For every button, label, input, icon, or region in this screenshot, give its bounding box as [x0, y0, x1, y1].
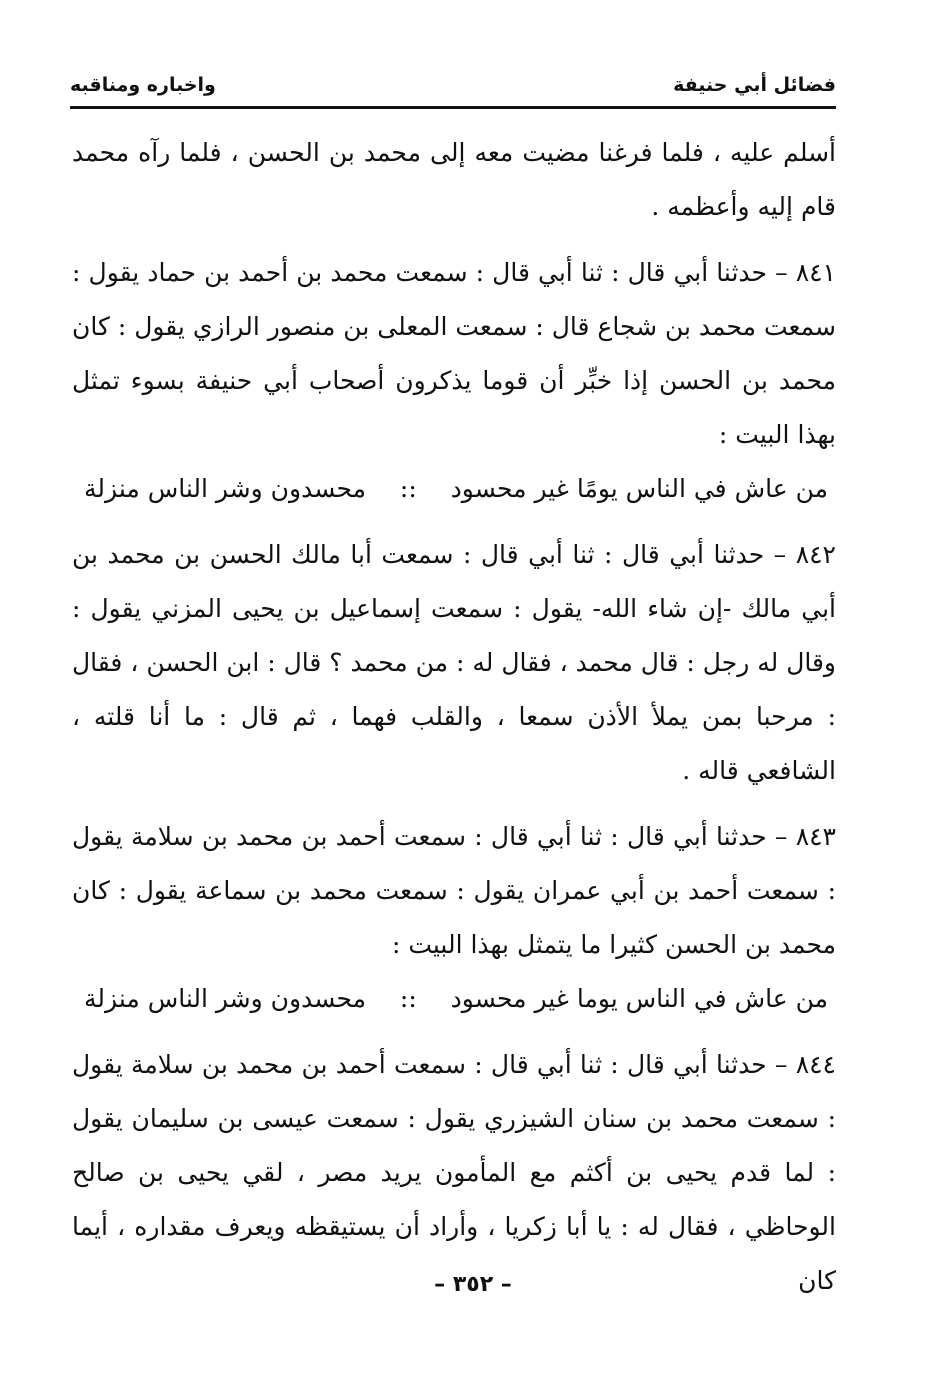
- section-title: واخباره ومناقبه: [70, 74, 216, 96]
- paragraph-843: ٨٤٣ – حدثنا أبي قال : ثنا أبي قال : سمعت أحمد بن محمد بن سلامة يقول : سمعت أحمد بن أبي عمران يقول : سمعت محمد بن سماعة يقول : كان محمد بن الحسن كثيرا ما يتمثل بهذا البيت :: [72, 822, 836, 959]
- page-number: – ٣٥٢ –: [434, 1272, 512, 1297]
- verse-1-second-hemistich: محسدون وشر الناس منزلة: [84, 474, 367, 503]
- verse-2-second-hemistich: محسدون وشر الناس منزلة: [84, 984, 367, 1013]
- verse-1-separator: ::: [399, 474, 417, 503]
- verse-line-2: [84, 972, 828, 1026]
- verse-1-first-hemistich: من عاش في الناس يومًا غير محسود: [450, 474, 828, 503]
- verse-2-separator: ::: [399, 984, 417, 1013]
- header-rule: [70, 106, 836, 109]
- paragraph-841: ٨٤١ – حدثنا أبي قال : ثنا أبي قال : سمعت محمد بن أحمد بن حماد يقول : سمعت محمد بن شجاع قال : سمعت المعلى بن منصور الرازي يقول : كان محمد بن الحسن إذا خبِّر أن قوما يذكرون أصحاب أبي حنيفة بسوء تمثل بهذا البيت :: [72, 258, 836, 449]
- book-title: فضائل أبي حنيفة: [673, 74, 836, 96]
- paragraph-844: ٨٤٤ – حدثنا أبي قال : ثنا أبي قال : سمعت أحمد بن محمد بن سلامة يقول : سمعت محمد بن سنان الشيزري يقول : سمعت عيسى بن سليمان يقول : لما قدم يحيى بن أكثم مع المأمون يريد مصر ، لقي يحيى بن صالح الوحاظي ، فقال له : يا أبا زكريا ، وأراد أن يستيقظه ويعرف مقداره ، أيما كان: [72, 1050, 836, 1295]
- running-header: [70, 74, 836, 102]
- paragraph-842: ٨٤٢ – حدثنا أبي قال : ثنا أبي قال : سمعت أبا مالك الحسن بن محمد بن أبي مالك -إن شاء الله- يقول : سمعت إسماعيل بن يحيى المزني يقول : وقال له رجل : قال محمد ، فقال له : من محمد ؟ قال : ابن الحسن ، فقال : مرحبا بمن يملأ الأذن سمعا ، والقلب فهما ، ثم قال : ما أنا قلته ، الشافعي قاله .: [72, 540, 836, 785]
- verse-2-first-hemistich: من عاش في الناس يوما غير محسود: [450, 984, 828, 1013]
- verse-line-1: [84, 462, 828, 516]
- page-body: [72, 126, 836, 1308]
- paragraph-continuation: أسلم عليه ، فلما فرغنا مضيت معه إلى محمد بن الحسن ، فلما رآه محمد قام إليه وأعظمه .: [72, 138, 836, 221]
